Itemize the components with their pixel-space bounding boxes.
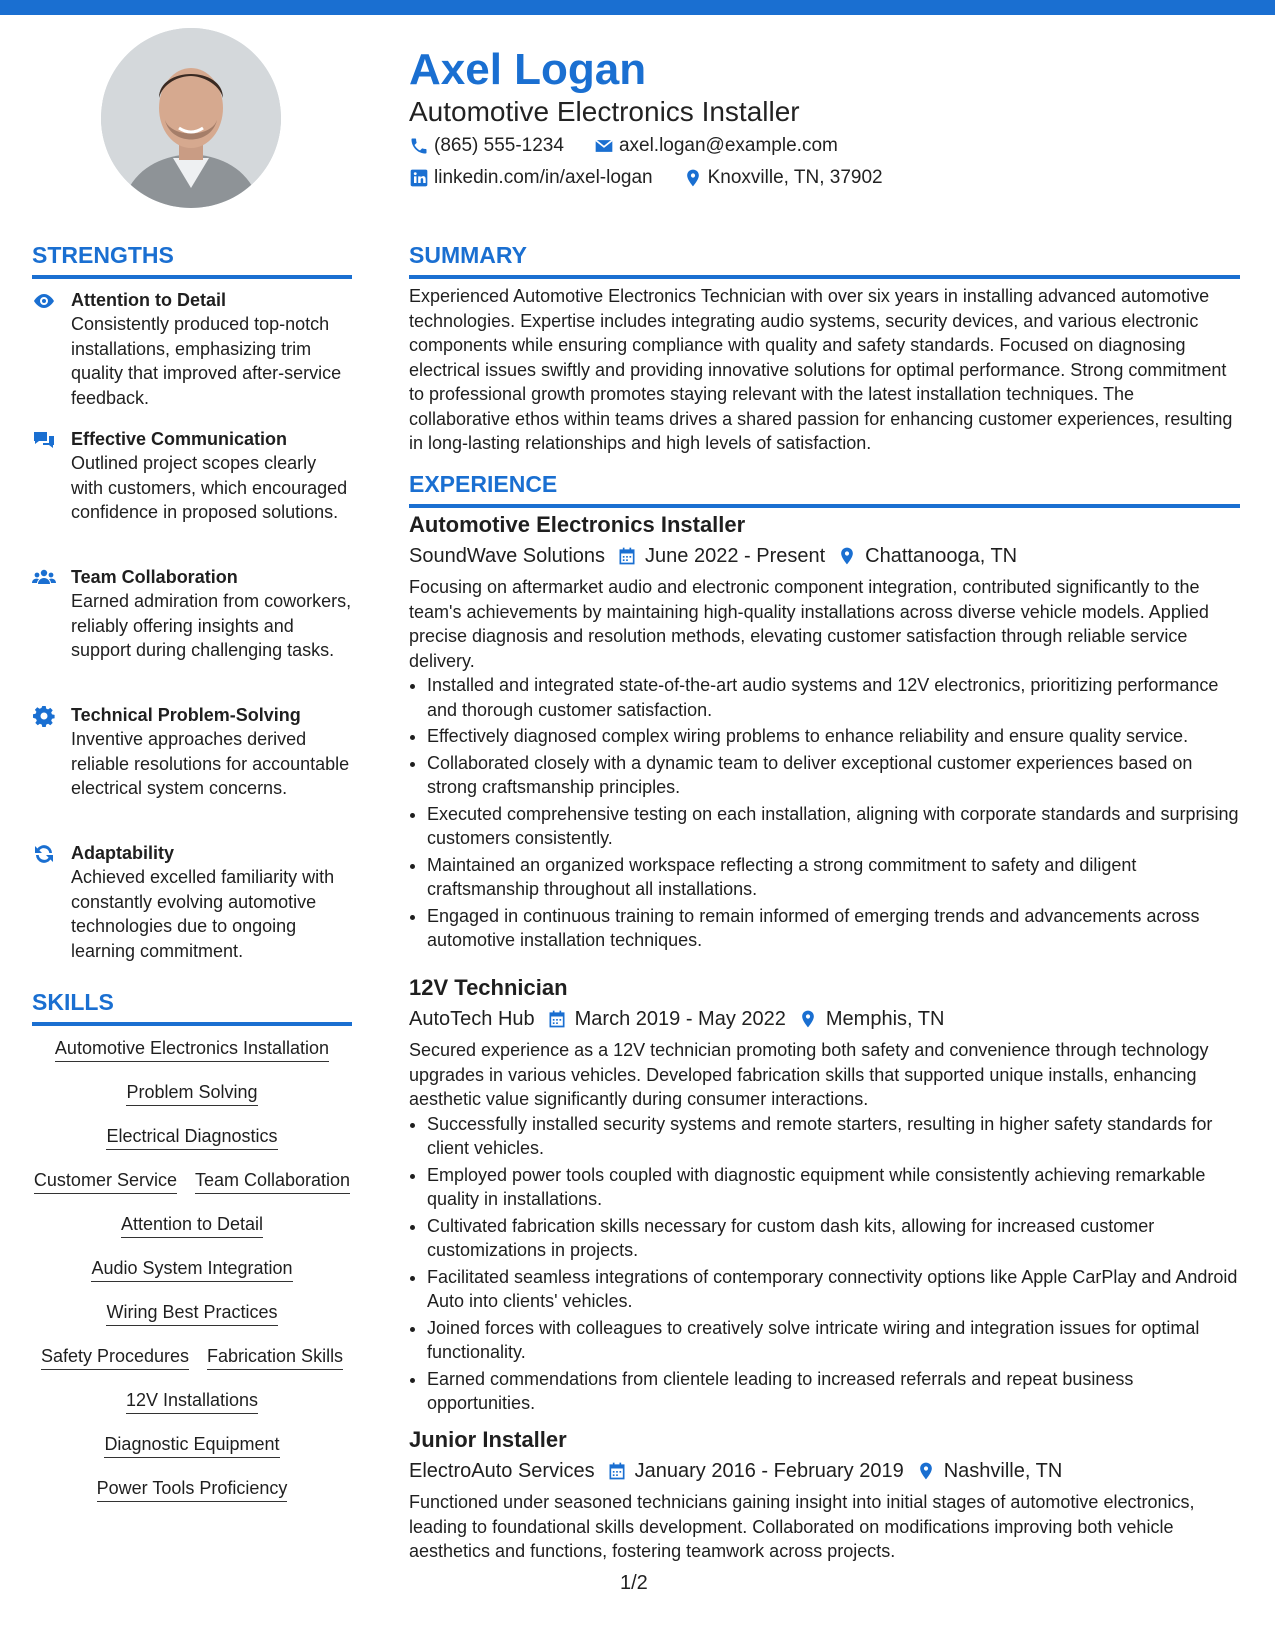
page-number: 1/2 <box>620 1572 648 1594</box>
map-pin-icon <box>837 546 857 566</box>
job-title: Junior Installer <box>409 1427 567 1452</box>
skill-tag: Audio System Integration <box>91 1256 292 1282</box>
skill-tag: Power Tools Proficiency <box>97 1476 288 1502</box>
phone-text: (865) 555-1234 <box>434 135 564 156</box>
job-title: Automotive Electronics Installer <box>409 512 746 537</box>
skill-tag: Team Collaboration <box>195 1168 350 1194</box>
strength-desc: Consistently produced top-notch installations, emphasizing trim quality that improved after-service feedback. <box>71 314 342 408</box>
skill-tag: Wiring Best Practices <box>106 1300 277 1326</box>
job-bullet: • Collaborated closely with a dynamic team to deliver exceptional customer experiences based on strong craftsmanship principles. <box>427 751 1240 800</box>
top-accent-bar <box>0 0 1275 15</box>
contact-row-1 <box>409 134 838 158</box>
linkedin-icon <box>409 168 429 188</box>
calendar-icon <box>607 1461 627 1481</box>
strength-item <box>32 288 352 410</box>
job-bullets <box>409 673 1240 953</box>
job-location: Memphis, TN <box>825 1008 945 1030</box>
strength-item <box>32 427 352 525</box>
job-bullets <box>409 1112 1240 1416</box>
strength-desc: Outlined project scopes clearly with customers, which encouraged confidence in proposed solutions. <box>71 453 348 522</box>
job-bullet: • Cultivated fabrication skills necessary for custom dash kits, allowing for increased customer customizations in projects. <box>427 1214 1240 1263</box>
envelope-icon <box>594 136 614 156</box>
job-entry <box>409 1426 1240 1564</box>
skill-tag: Automotive Electronics Installation <box>55 1036 329 1062</box>
candidate-title: Automotive Electronics Installer <box>409 96 800 127</box>
skill-tag: Diagnostic Equipment <box>104 1432 279 1458</box>
job-bullet: • Employed power tools coupled with diagnostic equipment while consistently achieving remarkable quality in installations. <box>427 1163 1240 1212</box>
profile-photo <box>101 28 281 208</box>
job-dates: June 2022 - Present <box>645 545 826 567</box>
job-description: Secured experience as a 12V technician promoting both safety and convenience through technology upgrades in various vehicles. Developed fabrication skills that supported unique installs, enhancing aesthetic value significantly during consumer interactions. <box>409 1040 1209 1109</box>
strength-desc: Earned admiration from coworkers, reliably offering insights and support during challenging tasks. <box>71 591 352 660</box>
job-meta <box>409 1457 1240 1485</box>
job-location: Chattanooga, TN <box>865 545 1018 567</box>
job-entry <box>409 511 1240 955</box>
skill-tag: Safety Procedures <box>41 1344 189 1370</box>
email-contact[interactable] <box>594 134 838 158</box>
summary-section <box>409 284 1240 456</box>
calendar-icon <box>547 1009 567 1029</box>
company-name: ElectroAuto Services <box>409 1460 595 1482</box>
skill-tag: Fabrication Skills <box>207 1344 343 1370</box>
job-bullet: • Executed comprehensive testing on each installation, aligning with corporate standards and surprising customers consistently. <box>427 802 1240 851</box>
eye-icon <box>32 290 56 312</box>
skill-tag: Attention to Detail <box>121 1212 263 1238</box>
strengths-heading: STRENGTHS <box>32 241 352 279</box>
users-icon <box>32 567 56 589</box>
experience-heading: EXPERIENCE <box>409 470 1240 508</box>
strength-title: Team Collaboration <box>71 567 238 587</box>
chat-bubbles-icon <box>32 429 56 451</box>
strength-title: Effective Communication <box>71 429 288 449</box>
phone-contact[interactable] <box>409 134 564 158</box>
strength-item <box>32 703 352 801</box>
job-meta <box>409 1005 1240 1033</box>
skills-list <box>32 1036 352 1502</box>
email-text: axel.logan@example.com <box>618 135 838 156</box>
strength-desc: Inventive approaches derived reliable resolutions for accountable electrical system concerns. <box>71 729 350 798</box>
job-dates: January 2016 - February 2019 <box>634 1460 904 1482</box>
location-text: Knoxville, TN, 37902 <box>707 167 883 188</box>
linkedin-contact[interactable] <box>409 166 653 190</box>
job-title: 12V Technician <box>409 975 568 1000</box>
company-name: AutoTech Hub <box>409 1008 535 1030</box>
job-description: Functioned under seasoned technicians gaining insight into initial stages of automotive electronics, leading to foundational skills development. Collaborated on modifications improving both vehicle aesthetics and functions, fostering teamwork across projects. <box>409 1492 1195 1561</box>
candidate-name: Axel Logan <box>409 45 647 94</box>
skills-heading: SKILLS <box>32 988 352 1026</box>
summary-heading: SUMMARY <box>409 241 1240 279</box>
skill-tag: Electrical Diagnostics <box>106 1124 277 1150</box>
job-entry <box>409 974 1240 1418</box>
contact-row-2 <box>409 166 883 190</box>
map-pin-icon <box>683 168 703 188</box>
company-name: SoundWave Solutions <box>409 545 606 567</box>
job-location: Nashville, TN <box>943 1460 1063 1482</box>
strength-item <box>32 841 352 963</box>
job-bullet: • Joined forces with colleagues to creatively solve intricate wiring and integration issues for optimal functionality. <box>427 1316 1240 1365</box>
job-bullet: • Installed and integrated state-of-the-art audio systems and 12V electronics, prioritizing performance and thorough customer satisfaction. <box>427 673 1240 722</box>
job-bullet: • Effectively diagnosed complex wiring problems to enhance reliability and ensure quality service. <box>427 724 1240 749</box>
skill-tag: Problem Solving <box>126 1080 257 1106</box>
calendar-icon <box>617 546 637 566</box>
strength-title: Technical Problem-Solving <box>71 705 301 725</box>
job-meta <box>409 542 1240 570</box>
sync-icon <box>32 843 56 865</box>
phone-icon <box>409 136 429 156</box>
map-pin-icon <box>916 1461 936 1481</box>
strength-desc: Achieved excelled familiarity with constantly evolving automotive technologies due to ongoing learning commitment. <box>71 867 335 961</box>
job-bullet: • Successfully installed security systems and remote starters, resulting in higher safety standards for client vehicles. <box>427 1112 1240 1161</box>
map-pin-icon <box>798 1009 818 1029</box>
strength-title: Adaptability <box>71 843 175 863</box>
summary-text: Experienced Automotive Electronics Technician with over six years in installing advanced automotive technologies. Expertise includes integrating audio systems, security devices, and various electronic components while ensuring compliance with quality and safety standards. Focused on diagnosing electrical issues swiftly and providing innovative solutions for optimal performance. Strong commitment to professional growth promotes staying relevant with the latest installation techniques. The collaborative ethos within teams drives a shared passion for enhancing customer experiences, resulting in long-lasting relationships and high levels of satisfaction. <box>409 286 1233 453</box>
strength-title: Attention to Detail <box>71 290 226 310</box>
job-bullet: • Maintained an organized workspace reflecting a strong commitment to safety and diligent craftsmanship throughout all installations. <box>427 853 1240 902</box>
linkedin-text: linkedin.com/in/axel-logan <box>434 167 653 188</box>
job-bullet: • Earned commendations from clientele leading to increased referrals and repeat business opportunities. <box>427 1367 1240 1416</box>
skill-tag: Customer Service <box>34 1168 177 1194</box>
strength-item <box>32 565 352 663</box>
job-description: Focusing on aftermarket audio and electronic component integration, contributed significantly to the team's achievements by maintaining high-quality installations across diverse vehicle models. Applied precise diagnosis and resolution methods, elevating customer satisfaction through reliable service delivery. <box>409 577 1209 671</box>
gear-icon <box>32 705 56 727</box>
skill-tag: 12V Installations <box>126 1388 258 1414</box>
job-bullet: • Facilitated seamless integrations of contemporary connectivity options like Apple CarPlay and Android Auto into clients' vehicles. <box>427 1265 1240 1314</box>
job-dates: March 2019 - May 2022 <box>574 1008 786 1030</box>
location-contact <box>683 166 883 190</box>
job-bullet: • Engaged in continuous training to remain informed of emerging trends and advancements across automotive installation techniques. <box>427 904 1240 953</box>
